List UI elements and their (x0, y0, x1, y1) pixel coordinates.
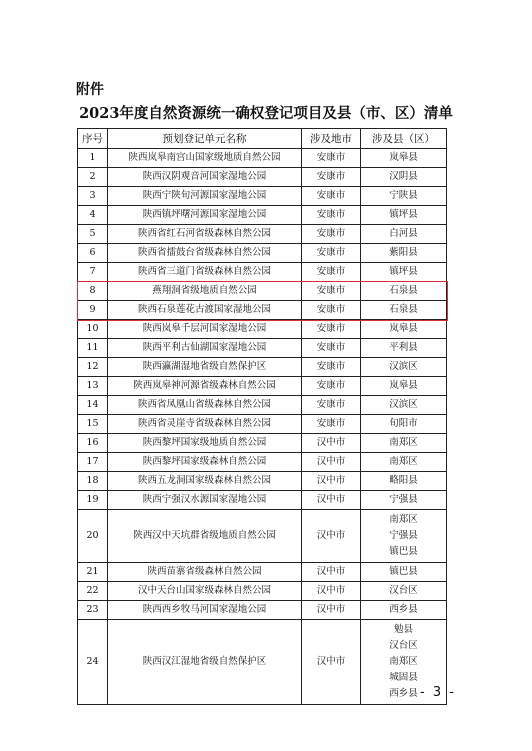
cell-unit-name: 陕西汉中天坑群省级地质自然公园 (108, 510, 302, 563)
cell-unit-name: 陕西汉江湿地省级自然保护区 (108, 620, 302, 705)
county-name: 白河县 (389, 228, 418, 239)
cell-county (361, 225, 447, 244)
county-name: 汉台区 (389, 585, 418, 596)
cell-unit-name: 陕西镇坪曙河源国家湿地公园 (108, 206, 302, 225)
table-row (78, 320, 447, 339)
cell-unit-name: 陕西省凤凰山省级森林自然公园 (108, 396, 302, 415)
table-row (78, 396, 447, 415)
cell-county (361, 339, 447, 358)
cell-city: 汉中市 (302, 582, 361, 601)
table-row (78, 263, 447, 282)
cell-county (361, 168, 447, 187)
table-row (78, 491, 447, 510)
cell-no: 12 (78, 358, 108, 377)
cell-no: 22 (78, 582, 108, 601)
cell-county (361, 415, 447, 434)
cell-no: 3 (78, 187, 108, 206)
cell-unit-name: 陕西五龙洞国家级森林自然公园 (108, 472, 302, 491)
cell-city: 安康市 (302, 244, 361, 263)
county-name: 宁强县 (389, 530, 418, 541)
cell-county (361, 320, 447, 339)
county-name: 西乡县 (389, 688, 418, 699)
cell-city: 汉中市 (302, 563, 361, 582)
county-name: 镇巴县 (389, 566, 418, 577)
county-name: 紫阳县 (389, 247, 418, 258)
table-row (78, 339, 447, 358)
cell-city: 汉中市 (302, 434, 361, 453)
cell-unit-name: 燕翔洞省级地质自然公园 (108, 282, 302, 301)
page-number: - 3 - (420, 685, 456, 700)
cell-county (361, 377, 447, 396)
header-city: 涉及地市 (302, 129, 361, 149)
cell-city: 安康市 (302, 225, 361, 244)
cell-unit-name: 汉中天台山国家级森林自然公园 (108, 582, 302, 601)
cell-unit-name: 陕西省红石河省级森林自然公园 (108, 225, 302, 244)
cell-county (361, 149, 447, 168)
county-name: 南郑区 (389, 437, 418, 448)
cell-county (361, 301, 447, 320)
cell-city: 汉中市 (302, 620, 361, 705)
cell-no: 14 (78, 396, 108, 415)
cell-no: 19 (78, 491, 108, 510)
table-body (78, 149, 447, 705)
table-row (78, 225, 447, 244)
cell-city: 安康市 (302, 396, 361, 415)
header-unit-name: 预划登记单元名称 (108, 129, 302, 149)
cell-county (361, 187, 447, 206)
table-row (78, 301, 447, 320)
document-title: 2023年度自然资源统一确权登记项目及县（市、区）清单 (79, 105, 453, 122)
cell-county (361, 396, 447, 415)
county-name: 镇巴县 (389, 546, 418, 557)
cell-county (361, 563, 447, 582)
county-name: 略阳县 (389, 475, 418, 486)
county-name: 石泉县 (389, 304, 418, 315)
county-name: 岚皋县 (389, 152, 418, 163)
table-row (78, 582, 447, 601)
cell-no: 20 (78, 510, 108, 563)
county-name: 南郑区 (389, 456, 418, 467)
table-row (78, 358, 447, 377)
cell-unit-name: 陕西岚皋神河源省级森林自然公园 (108, 377, 302, 396)
county-name: 平利县 (389, 342, 418, 353)
table-row (78, 510, 447, 563)
county-name: 汉滨区 (389, 399, 418, 410)
table-row (78, 415, 447, 434)
cell-unit-name: 陕西宁强汉水源国家湿地公园 (108, 491, 302, 510)
county-name: 汉滨区 (389, 361, 418, 372)
attachment-label: 附件 (76, 82, 104, 98)
cell-county (361, 601, 447, 620)
cell-unit-name: 陕西宁陕旬河源国家湿地公园 (108, 187, 302, 206)
county-name: 岚皋县 (389, 323, 418, 334)
registration-table (77, 128, 447, 705)
county-name: 镇坪县 (389, 209, 418, 220)
cell-no: 21 (78, 563, 108, 582)
cell-unit-name: 陕西省擂鼓台省级森林自然公园 (108, 244, 302, 263)
cell-no: 4 (78, 206, 108, 225)
cell-city: 安康市 (302, 415, 361, 434)
cell-county (361, 206, 447, 225)
table-row (78, 620, 447, 705)
table-row (78, 206, 447, 225)
cell-unit-name: 陕西瀛湖湿地省级自然保护区 (108, 358, 302, 377)
county-name: 汉阴县 (389, 171, 418, 182)
cell-city: 安康市 (302, 377, 361, 396)
cell-unit-name: 陕西黎坪国家级森林自然公园 (108, 453, 302, 472)
cell-no: 24 (78, 620, 108, 705)
table-row (78, 282, 447, 301)
county-name: 城固县 (389, 672, 418, 683)
cell-city: 安康市 (302, 187, 361, 206)
table-row (78, 453, 447, 472)
cell-no: 11 (78, 339, 108, 358)
county-name: 岚皋县 (389, 380, 418, 391)
cell-no: 17 (78, 453, 108, 472)
cell-city: 汉中市 (302, 510, 361, 563)
header-county: 涉及县（区） (361, 129, 447, 149)
cell-county (361, 491, 447, 510)
cell-city: 安康市 (302, 168, 361, 187)
cell-no: 16 (78, 434, 108, 453)
cell-city: 安康市 (302, 206, 361, 225)
cell-city: 安康市 (302, 149, 361, 168)
cell-no: 13 (78, 377, 108, 396)
cell-county (361, 263, 447, 282)
cell-no: 23 (78, 601, 108, 620)
cell-city: 汉中市 (302, 472, 361, 491)
cell-no: 9 (78, 301, 108, 320)
cell-county (361, 582, 447, 601)
table-header-row (78, 129, 447, 149)
cell-unit-name: 陕西汉阴观音河国家湿地公园 (108, 168, 302, 187)
cell-county (361, 453, 447, 472)
county-name: 宁强县 (389, 494, 418, 505)
county-name: 石泉县 (389, 285, 418, 296)
cell-county (361, 244, 447, 263)
county-name: 宁陕县 (389, 190, 418, 201)
cell-county (361, 282, 447, 301)
county-name: 西乡县 (389, 604, 418, 615)
cell-county (361, 472, 447, 491)
table-row (78, 472, 447, 491)
cell-no: 15 (78, 415, 108, 434)
county-name: 南郑区 (389, 514, 418, 525)
cell-no: 7 (78, 263, 108, 282)
table-row (78, 168, 447, 187)
county-name: 勉县 (393, 624, 413, 635)
county-name: 镇坪县 (389, 266, 418, 277)
table-row (78, 563, 447, 582)
cell-unit-name: 陕西石泉莲花古渡国家湿地公园 (108, 301, 302, 320)
cell-no: 18 (78, 472, 108, 491)
cell-unit-name: 陕西岚皋南宫山国家级地质自然公园 (108, 149, 302, 168)
cell-city: 安康市 (302, 358, 361, 377)
cell-no: 8 (78, 282, 108, 301)
county-name: 汉台区 (389, 640, 418, 651)
cell-no: 10 (78, 320, 108, 339)
table-row (78, 187, 447, 206)
cell-city: 安康市 (302, 301, 361, 320)
table-row (78, 377, 447, 396)
cell-no: 6 (78, 244, 108, 263)
table-row (78, 149, 447, 168)
cell-city: 汉中市 (302, 491, 361, 510)
cell-city: 安康市 (302, 282, 361, 301)
cell-no: 2 (78, 168, 108, 187)
county-name: 南郑区 (389, 656, 418, 667)
table-row (78, 434, 447, 453)
county-name: 旬阳市 (389, 418, 418, 429)
cell-unit-name: 陕西西乡牧马河国家湿地公园 (108, 601, 302, 620)
cell-unit-name: 陕西省灵崖寺省级森林自然公园 (108, 415, 302, 434)
cell-city: 安康市 (302, 339, 361, 358)
cell-county (361, 434, 447, 453)
cell-unit-name: 陕西苗寨省级森林自然公园 (108, 563, 302, 582)
cell-city: 安康市 (302, 320, 361, 339)
header-no: 序号 (78, 129, 108, 149)
cell-unit-name: 陕西岚皋千层河国家湿地公园 (108, 320, 302, 339)
cell-unit-name: 陕西省三道门省级森林自然公园 (108, 263, 302, 282)
cell-unit-name: 陕西平利古仙湖国家湿地公园 (108, 339, 302, 358)
table-row (78, 244, 447, 263)
cell-county (361, 510, 447, 563)
cell-city: 安康市 (302, 263, 361, 282)
cell-no: 5 (78, 225, 108, 244)
cell-city: 汉中市 (302, 601, 361, 620)
cell-unit-name: 陕西黎坪国家级地质自然公园 (108, 434, 302, 453)
cell-city: 汉中市 (302, 453, 361, 472)
cell-county (361, 358, 447, 377)
table-row (78, 601, 447, 620)
cell-no: 1 (78, 149, 108, 168)
